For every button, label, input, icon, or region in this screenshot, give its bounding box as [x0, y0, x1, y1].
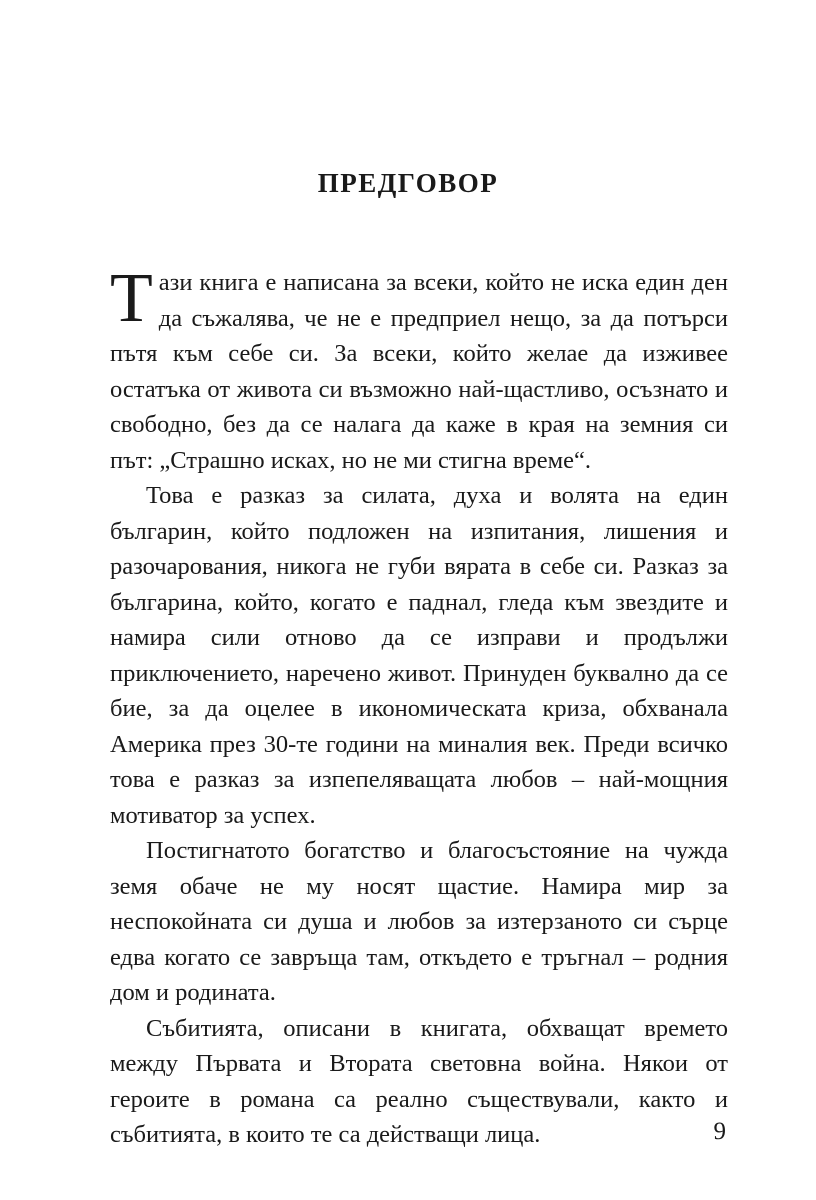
paragraph-2: Това е разказ за силата, духа и волята на един българин, който подложен на изпитания, лишения и разочарования, никога не губи вярата в себе си. Разказ за българина, който, когато е паднал, гледа към звездите и намира сили отново да се изправи и продължи приключението, наречено живот. Принуден буквално да се бие, за да оцелее в икономическата криза, обхванала Америка през 30-те години на миналия век. Преди всичко това е разказ за изпепеляващата любов – най-мощния мотиватор за успех. — [110, 482, 728, 829]
paragraph-1-text: ази книга е написана за всеки, който не иска един ден да съжалява, че не е предприел нещо, за да потърси пътя към себе си. За всеки, който желае да изживее остатъка от живота си възможно най-щастливо, осъзнато и свободно, без да се налага да каже в края на земния си път: „Страшно исках, но не ми стигна време“. — [110, 269, 728, 474]
preface-text — [110, 260, 728, 1153]
page-title: ПРЕДГОВОР — [317, 168, 499, 198]
paragraph-4: Събитията, описани в книгата, обхващат времето между Първата и Втората световна война. Някои от героите в романа са реално съществували, както и събитията, в които те са действащи лица. — [110, 1014, 728, 1148]
paragraph-1 — [110, 260, 728, 478]
drop-cap: Т — [110, 260, 153, 337]
paragraph-3: Постигнатото богатство и благосъстояние на чужда земя обаче не му носят щастие. Намира мир за неспокойната си душа и любов за изтерзаното си сърце едва когато се завръща там, откъдето е тръгнал – родния дом и родината. — [110, 837, 728, 1006]
page-number: 9 — [713, 1118, 726, 1145]
